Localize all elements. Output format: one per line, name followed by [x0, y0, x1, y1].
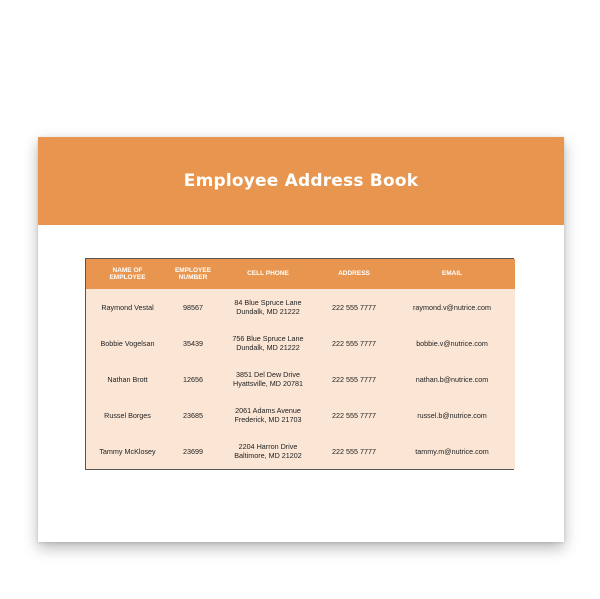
- cell-number: 23685: [183, 410, 203, 420]
- cell-phone: 2204 Harron Drive Baltimore, MD 21202: [234, 442, 302, 460]
- cell-address: 222 555 7777: [332, 446, 376, 456]
- header-email: EMAIL: [441, 270, 463, 278]
- table-row: [86, 361, 515, 397]
- table-row: [86, 325, 515, 361]
- cell-address: 222 555 7777: [332, 338, 376, 348]
- cell-phone: 3851 Del Dew Drive Hyattsville, MD 20781: [233, 370, 303, 388]
- address-table: [86, 259, 515, 469]
- cell-phone: 84 Blue Spruce Lane Dundalk, MD 21222: [234, 298, 302, 316]
- cell-name: Nathan Brott: [107, 374, 148, 384]
- table-row: [86, 433, 515, 469]
- cell-address: 222 555 7777: [332, 374, 376, 384]
- table-row: [86, 397, 515, 433]
- cell-phone: 756 Blue Spruce Lane Dundalk, MD 21222: [232, 334, 304, 352]
- document-page: [38, 137, 564, 542]
- header-address: ADDRESS: [338, 270, 370, 278]
- document-title: Employee Address Book: [183, 171, 419, 191]
- cell-address: 222 555 7777: [332, 302, 376, 312]
- cell-name: Bobbie Vogelsan: [100, 338, 155, 348]
- cell-email: tammy.m@nutrice.com: [415, 446, 489, 456]
- cell-number: 23699: [183, 446, 203, 456]
- cell-number: 98567: [183, 302, 203, 312]
- address-table-container: [85, 258, 514, 470]
- cell-phone: 2061 Adams Avenue Frederick, MD 21703: [234, 406, 302, 424]
- cell-number: 12656: [183, 374, 203, 384]
- cell-email: raymond.v@nutrice.com: [413, 302, 491, 312]
- cell-email: bobbie.v@nutrice.com: [416, 338, 488, 348]
- table-row: [86, 289, 515, 325]
- title-banner: [38, 137, 564, 225]
- cell-name: Raymond Vestal: [101, 302, 154, 312]
- table-header-row: [86, 259, 515, 289]
- header-number: EMPLOYEE NUMBER: [174, 266, 212, 281]
- cell-name: Russel Borges: [104, 410, 151, 420]
- cell-email: nathan.b@nutrice.com: [415, 374, 489, 384]
- cell-email: russel.b@nutrice.com: [417, 410, 487, 420]
- cell-address: 222 555 7777: [332, 410, 376, 420]
- cell-name: Tammy McKlosey: [99, 446, 156, 456]
- cell-number: 35439: [183, 338, 203, 348]
- header-cell-phone: CELL PHONE: [247, 270, 289, 278]
- header-name: NAME OF EMPLOYEE: [109, 266, 146, 281]
